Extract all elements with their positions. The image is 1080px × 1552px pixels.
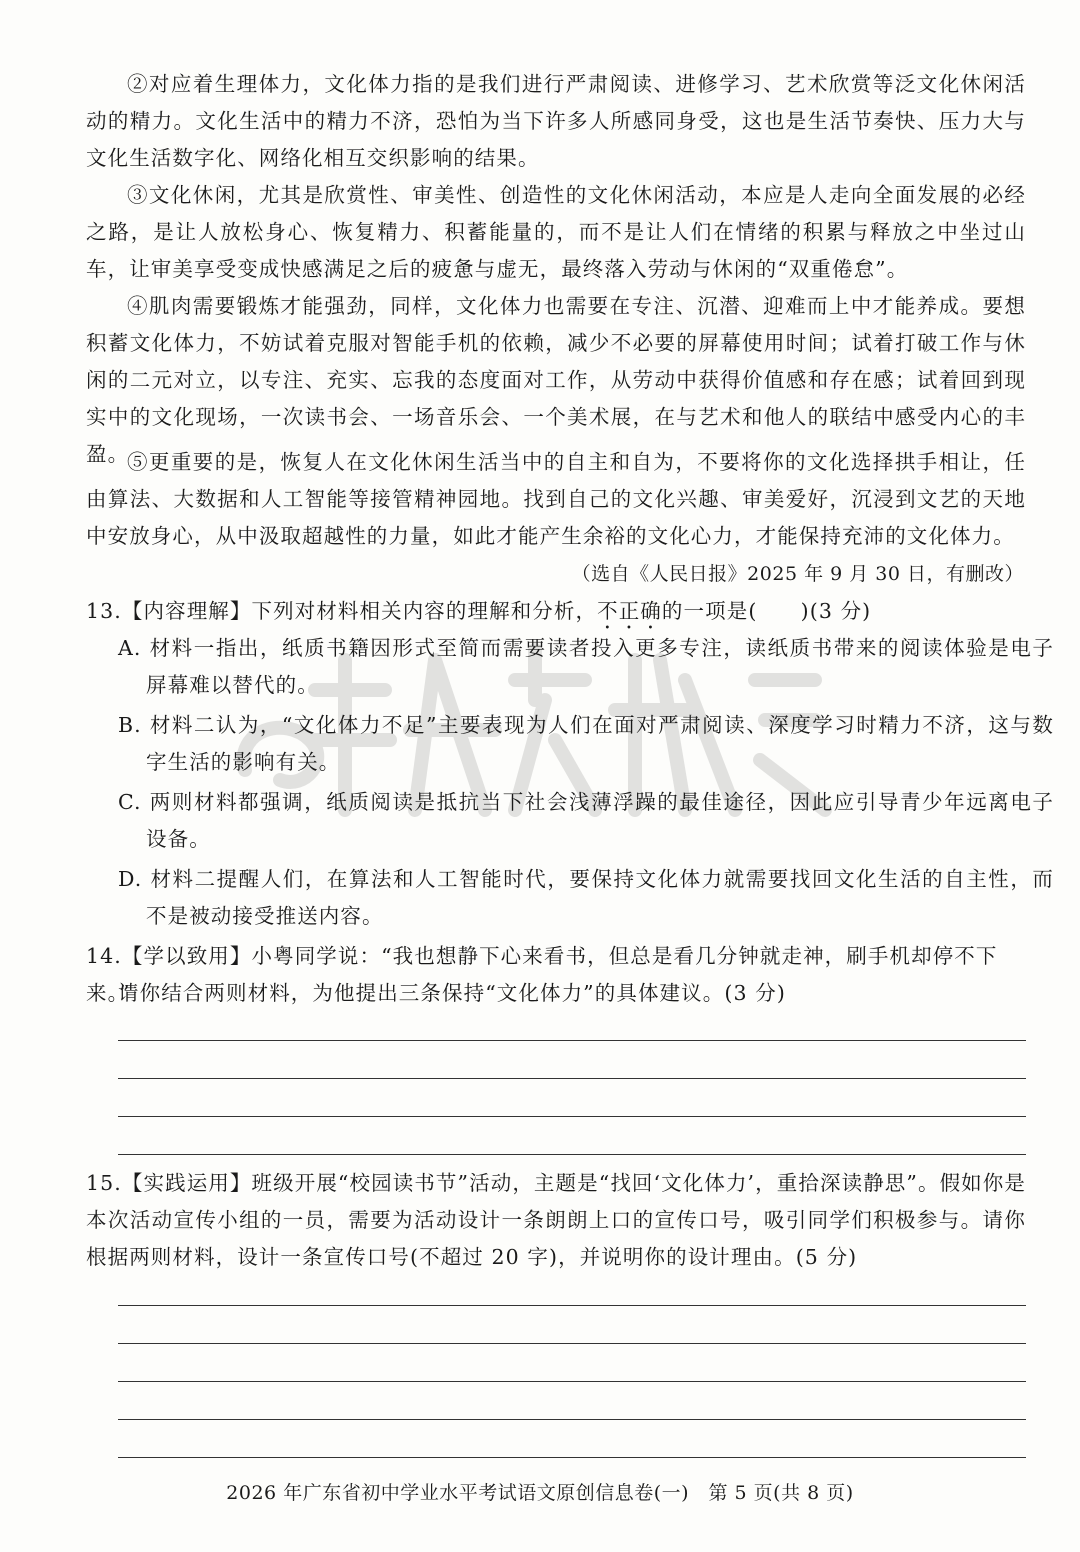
answer-line-15-2[interactable] — [118, 1343, 1026, 1344]
paragraph-4: ④肌肉需要锻炼才能强劲，同样，文化体力也需要在专注、沉潜、迎难而上中才能养成。要想积蓄文化体力，不妨试着克服对智能手机的依赖，减少不必要的屏幕使用时间；试着打破工作与休闲的二元对立，以专注、充实、忘我的态度面对工作，从劳动中获得价值感和存在感；试着回到现实中的文化现场，一次读书会、一场音乐会、一个美术展，在与艺术和他人的联结中感受内心的丰盈。 — [86, 294, 1026, 466]
answer-line-14-3[interactable] — [118, 1116, 1026, 1117]
answer-line-15-3[interactable] — [118, 1381, 1026, 1382]
question-14-line2: 请你结合两则材料，为他提出三条保持“文化体力”的具体建议。(3 分) — [118, 981, 786, 1005]
q13-stem-post: 的一项是( )(3 分) — [661, 599, 872, 623]
answer-line-15-5[interactable] — [118, 1457, 1026, 1458]
q13-stem-emphasis: 不正确 — [597, 599, 662, 623]
answer-line-14-2[interactable] — [118, 1078, 1026, 1079]
question-15: 15.【实践运用】班级开展“校园读书节”活动，主题是“找回‘文化体力’，重拾深读静思”。假如你是本次活动宣传小组的一员，需要为活动设计一条朗朗上口的宣传口号，吸引同学们积极参与。请你根据两则材料，设计一条宣传口号(不超过 20 字)，并说明你的设计理由。(5 分) — [86, 1171, 1026, 1269]
paragraph-3: ③文化休闲，尤其是欣赏性、审美性、创造性的文化休闲活动，本应是人走向全面发展的必经之路，是让人放松身心、恢复精力、积蓄能量的，而不是让人们在情绪的积累与释放之中坐过山车，让审美享受变成快感满足之后的疲惫与虚无，最终落入劳动与休闲的“双重倦怠”。 — [86, 183, 1026, 281]
answer-line-14-1[interactable] — [118, 1040, 1026, 1041]
answer-line-15-4[interactable] — [118, 1419, 1026, 1420]
answer-line-14-4[interactable] — [118, 1154, 1026, 1155]
paragraph-2: ②对应着生理体力，文化体力指的是我们进行严肃阅读、进修学习、艺术欣赏等泛文化休闲活动的精力。文化生活中的精力不济，恐怕为当下许多人所感同身受，这也是生活节奏快、压力大与文化生活数字化、网络化相互交织影响的结果。 — [86, 72, 1026, 170]
question-13-stem — [86, 593, 1026, 634]
page-footer: 2026 年广东省初中学业水平考试语文原创信息卷(一) 第 5 页(共 8 页) — [226, 1482, 854, 1504]
question-14-line1: 14.【学以致用】小粤同学说：“我也想静下心来看书，但总是看几分钟就走神，刷手机却停不下来。” — [86, 944, 998, 1005]
q13-option-a: A. 材料一指出，纸质书籍因形式至简而需要读者投入更多专注，读纸质书带来的阅读体验是电子屏幕难以替代的。 — [118, 636, 1054, 697]
q13-option-b: B. 材料二认为，“文化体力不足”主要表现为人们在面对严肃阅读、深度学习时精力不济，这与数字生活的影响有关。 — [118, 713, 1054, 774]
answer-line-15-1[interactable] — [118, 1305, 1026, 1306]
paragraph-5: ⑤更重要的是，恢复人在文化休闲生活当中的自主和自为，不要将你的文化选择拱手相让，任由算法、大数据和人工智能等接管精神园地。找到自己的文化兴趣、审美爱好，沉浸到文艺的天地中安放身心，从中汲取超越性的力量，如此才能产生余裕的文化心力，才能保持充沛的文化体力。 — [86, 450, 1026, 548]
q13-option-d: D. 材料二提醒人们，在算法和人工智能时代，要保持文化体力就需要找回文化生活的自主性，而不是被动接受推送内容。 — [118, 867, 1054, 928]
q13-stem-pre: 13.【内容理解】下列对材料相关内容的理解和分析， — [86, 599, 598, 623]
q13-option-c: C. 两则材料都强调，纸质阅读是抵抗当下社会浅薄浮躁的最佳途径，因此应引导青少年远离电子设备。 — [118, 790, 1054, 851]
source-citation: （选自《人民日报》2025 年 9 月 30 日，有删改） — [571, 563, 1024, 585]
